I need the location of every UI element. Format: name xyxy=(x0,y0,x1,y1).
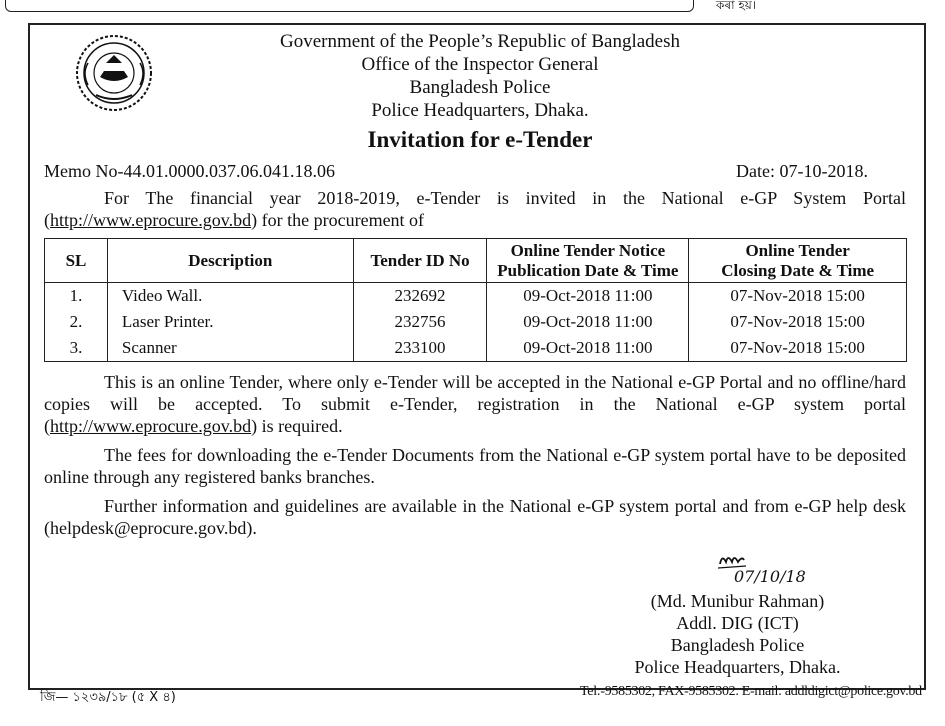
row-publication: 09-Oct-2018 11:00 xyxy=(487,309,689,335)
header-publication-line2: Publication Date & Time xyxy=(497,260,679,280)
handwritten-signature xyxy=(712,550,822,590)
row-description: Laser Printer. xyxy=(107,309,353,335)
helpdesk-paragraph: Further information and guidelines are available in the National e-GP system portal and from e-GP help desk (helpdesk@eprocure.gov.bd). xyxy=(44,496,906,538)
signatory-block xyxy=(600,590,875,678)
tender-table xyxy=(44,238,907,362)
header-publication xyxy=(487,239,689,283)
top-frame-border xyxy=(5,0,694,12)
eprocure-link[interactable]: http://www.eprocure.gov.bd xyxy=(50,210,252,230)
header-closing xyxy=(689,239,907,283)
notice-date: Date: 07-10-2018. xyxy=(736,161,868,181)
intro-text-after: ) for the procurement of xyxy=(251,210,425,230)
footer-code: জি— ১২৩৯/১৮ (৫ X ৪) xyxy=(40,690,176,705)
row-closing: 07-Nov-2018 15:00 xyxy=(689,283,907,310)
signatory-designation: Addl. DIG (ICT) xyxy=(676,613,799,633)
header-closing-line2: Closing Date & Time xyxy=(721,260,875,280)
header-line-headquarters: Police Headquarters, Dhaka. xyxy=(371,100,589,121)
row-description: Video Wall. xyxy=(107,283,353,310)
letterhead xyxy=(200,30,760,122)
table-row xyxy=(45,283,907,310)
eprocure-link[interactable]: http://www.eprocure.gov.bd xyxy=(50,416,252,436)
notice-title: Invitation for e-Tender xyxy=(367,127,593,152)
contact-info: Tel:-9585302, FAX-9585302. E-mail: addldigict@police.gov.bd xyxy=(580,684,922,699)
online-text-before: This is an online Tender, where only e-Tender will be accepted in the National e-GP Portal and no offline/hard copies will be accepted. To submit e-Tender, registration in the National e-GP system portal ( xyxy=(44,372,906,436)
row-publication: 09-Oct-2018 11:00 xyxy=(487,335,689,362)
row-closing: 07-Nov-2018 15:00 xyxy=(689,309,907,335)
row-sl: 1. xyxy=(45,283,108,310)
police-emblem-icon xyxy=(74,33,154,113)
header-line-government: Government of the People’s Republic of Bangladesh xyxy=(280,31,680,52)
header-line-police: Bangladesh Police xyxy=(409,77,551,98)
row-sl: 3. xyxy=(45,335,108,362)
header-publication-line1: Online Tender Notice xyxy=(510,240,666,260)
header-tender-id: Tender ID No xyxy=(353,239,487,283)
intro-text-before: For The financial year 2018-2019, e-Tender is invited in the National e-GP System Portal ( xyxy=(44,188,906,230)
online-tender-paragraph xyxy=(44,371,906,437)
row-tender-id: 232756 xyxy=(353,309,487,335)
header-description: Description xyxy=(107,239,353,283)
signatory-org: Bangladesh Police xyxy=(670,635,805,655)
table-row xyxy=(45,309,907,335)
row-tender-id: 232692 xyxy=(353,283,487,310)
header-line-office: Office of the Inspector General xyxy=(361,54,599,75)
intro-paragraph xyxy=(44,187,906,231)
fees-paragraph: The fees for downloading the e-Tender Documents from the National e-GP system portal have to be deposited online through any registered banks branches. xyxy=(44,445,906,487)
row-publication: 09-Oct-2018 11:00 xyxy=(487,283,689,310)
top-corner-text: কৰা হয়। xyxy=(716,0,757,12)
row-description: Scanner xyxy=(107,335,353,362)
memo-number: Memo No-44.01.0000.037.06.041.18.06 xyxy=(44,161,335,181)
row-closing: 07-Nov-2018 15:00 xyxy=(689,335,907,362)
row-sl: 2. xyxy=(45,309,108,335)
header-closing-line1: Online Tender xyxy=(745,240,850,260)
table-header-row xyxy=(45,239,907,283)
signatory-name: (Md. Munibur Rahman) xyxy=(650,591,825,611)
header-sl: SL xyxy=(45,239,108,283)
table-row xyxy=(45,335,907,362)
row-tender-id: 233100 xyxy=(353,335,487,362)
signature-date: 07/10/18 xyxy=(734,567,806,586)
signatory-office: Police Headquarters, Dhaka. xyxy=(634,657,841,677)
online-text-after: ) is required. xyxy=(251,416,343,436)
